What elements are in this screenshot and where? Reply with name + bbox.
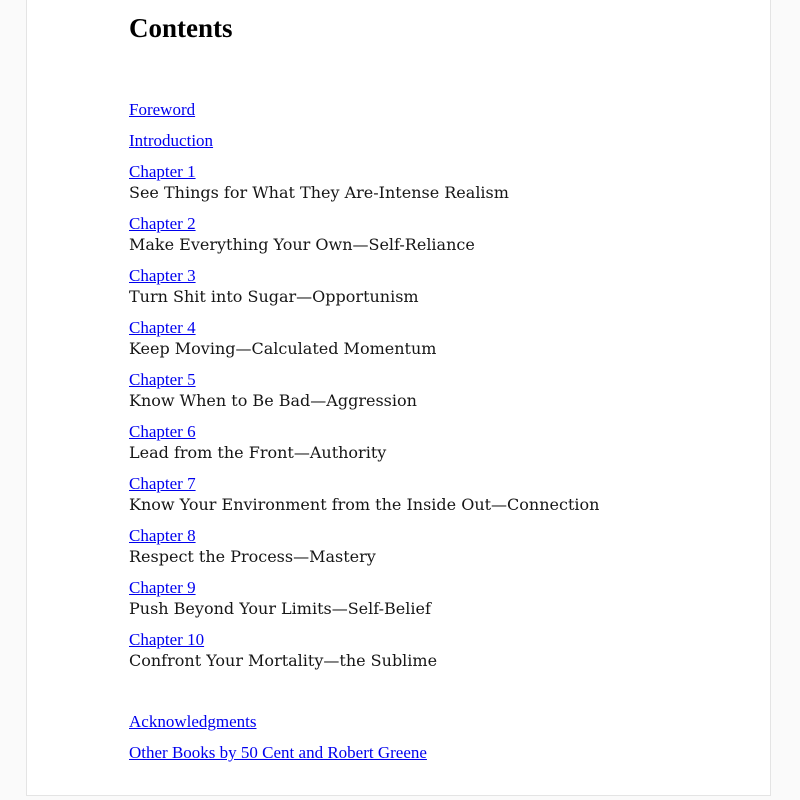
toc-subtitle: Respect the Process—Mastery — [129, 547, 376, 566]
toc-entry — [129, 265, 710, 307]
toc-link-chapter-4[interactable]: Chapter 4 — [129, 318, 196, 337]
toc-link-chapter-6[interactable]: Chapter 6 — [129, 422, 196, 441]
toc-entry — [129, 473, 710, 515]
toc-subtitle: Know Your Environment from the Inside Out—Connection — [129, 495, 600, 514]
toc-link-chapter-2[interactable]: Chapter 2 — [129, 214, 196, 233]
toc-link-other-books-by-50-cent-and-robert-greene[interactable]: Other Books by 50 Cent and Robert Greene — [129, 743, 427, 762]
toc-entry — [129, 130, 710, 151]
toc-entry — [129, 421, 710, 463]
toc-link-chapter-1[interactable]: Chapter 1 — [129, 162, 196, 181]
toc-link-chapter-3[interactable]: Chapter 3 — [129, 266, 196, 285]
toc-entry — [129, 99, 710, 120]
toc-entry — [129, 629, 710, 671]
toc-link-acknowledgments[interactable]: Acknowledgments — [129, 712, 257, 731]
toc-subtitle: Turn Shit into Sugar—Opportunism — [129, 287, 419, 306]
toc-entry — [129, 742, 710, 763]
toc-link-chapter-8[interactable]: Chapter 8 — [129, 526, 196, 545]
toc-link-chapter-7[interactable]: Chapter 7 — [129, 474, 196, 493]
toc-entry — [129, 711, 710, 732]
toc-entry — [129, 369, 710, 411]
toc-subtitle: See Things for What They Are-Intense Realism — [129, 183, 509, 202]
page-title: Contents — [129, 13, 233, 43]
toc-entry — [129, 317, 710, 359]
toc-subtitle: Make Everything Your Own—Self-Reliance — [129, 235, 475, 254]
ebook-page — [26, 0, 771, 796]
toc-subtitle: Confront Your Mortality—the Sublime — [129, 651, 438, 670]
toc-entry — [129, 577, 710, 619]
toc-entry — [129, 525, 710, 567]
toc-link-foreword[interactable]: Foreword — [129, 100, 196, 119]
toc-list — [129, 99, 710, 763]
toc-link-chapter-9[interactable]: Chapter 9 — [129, 578, 196, 597]
toc-entry — [129, 213, 710, 255]
toc-link-introduction[interactable]: Introduction — [129, 131, 214, 150]
toc-link-chapter-5[interactable]: Chapter 5 — [129, 370, 196, 389]
toc-subtitle: Lead from the Front—Authority — [129, 443, 387, 462]
toc-entry — [129, 161, 710, 203]
toc-subtitle: Push Beyond Your Limits—Self-Belief — [129, 599, 431, 618]
toc-subtitle: Know When to Be Bad—Aggression — [129, 391, 417, 410]
toc-subtitle: Keep Moving—Calculated Momentum — [129, 339, 437, 358]
toc-link-chapter-10[interactable]: Chapter 10 — [129, 630, 205, 649]
